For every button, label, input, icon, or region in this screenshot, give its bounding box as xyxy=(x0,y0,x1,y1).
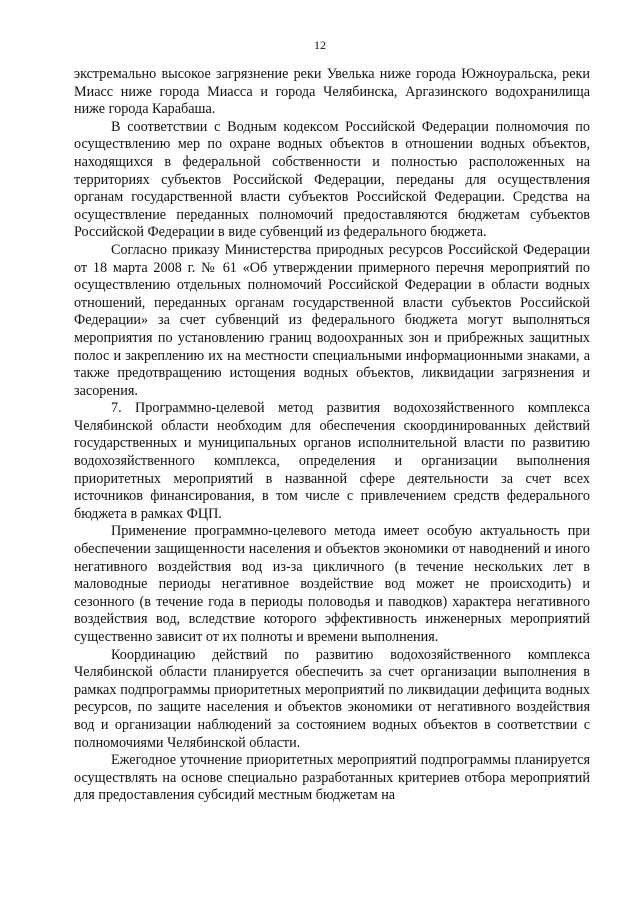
paragraph-6: Координацию действий по развитию водохозяйственного комплекса Челябинской области планируется обеспечить за счет организации выполнения в рамках подпрограммы приоритетных мероприятий по ликвидации дефицита водных ресурсов, по защите населения и объектов экономики от негативного воздействия вод и организации наблюдений за состоянием водных объектов в соответствии с полномочиями Челябинской области. xyxy=(74,646,590,751)
page-number: 12 xyxy=(314,38,326,52)
paragraph-7: Ежегодное уточнение приоритетных мероприятий подпрограммы планируется осуществлять на основе специально разработанных критериев отбора мероприятий для предоставления субсидий местным бюджетам на xyxy=(74,752,590,804)
paragraph-4: 7. Программно-целевой метод развития водохозяйственного комплекса Челябинской области необходим для обеспечения скоординированных действий государственных и муниципальных органов исполнительной власти по развитию водохозяйственного комплекса, определения и организации выполнения приоритетных мероприятий в названной сфере деятельности за счет всех источников финансирования, в том числе с привлечением средств федерального бюджета в рамках ФЦП. xyxy=(74,400,590,522)
paragraph-3: Согласно приказу Министерства природных ресурсов Российской Федерации от 18 марта 2008 г. № 61 «Об утверждении примерного перечня мероприятий по осуществлению отдельных полномочий Российской Федерации в области водных отношений, переданных органам государственной власти субъектов Российской Федерации» за счет субвенций из федерального бюджета могут выполняться мероприятия по установлению границ водоохранных зон и прибрежных защитных полос и закреплению их на местности специальными информационными знаками, а также предотвращению истощения водных объектов, ликвидации загрязнения и засорения. xyxy=(74,241,590,399)
paragraph-5: Применение программно-целевого метода имеет особую актуальность при обеспечении защищенности населения и объектов экономики от наводнений и иного негативного воздействия вод из-за цикличного (в течение нескольких лет в маловодные периоды негативное воздействие вод может не происходить) и сезонного (в течение года в периоды половодья и паводков) характера негативного воздействия вод, вследствие которого эффективность инженерных мероприятий существенно зависит от их полноты и времени выполнения. xyxy=(74,523,590,645)
document-body xyxy=(74,66,590,805)
paragraph-2: В соответствии с Водным кодексом Российской Федерации полномочия по осуществлению мер по охране водных объектов в отношении водных объектов, находящихся в федеральной собственности и полностью расположенных на территориях субъектов Российской Федерации, переданы для осуществления органам государственной власти субъектов Российской Федерации. Средства на осуществление переданных полномочий предоставляются бюджетам субъектов Российской Федерации в виде субвенций из федерального бюджета. xyxy=(74,118,590,241)
paragraph-1: экстремально высокое загрязнение реки Увелька ниже города Южноуральска, реки Миасс ниже города Миасса и города Челябинска, Аргазинского водохранилища ниже города Карабаша. xyxy=(74,66,590,118)
